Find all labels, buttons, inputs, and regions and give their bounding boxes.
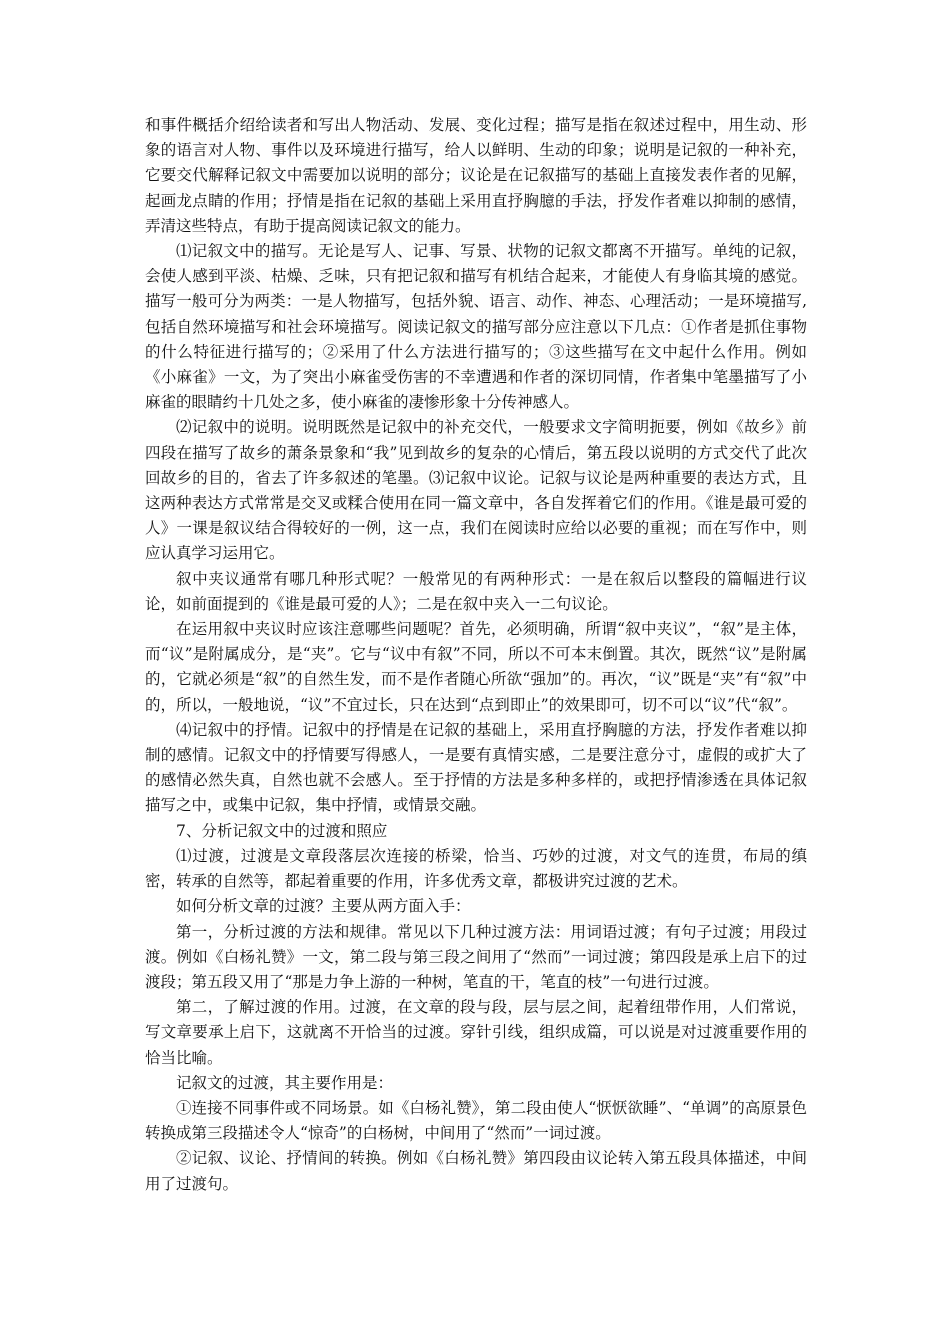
paragraph-transition-question: 如何分析文章的过渡？主要从两方面入手： — [176, 897, 471, 916]
section-heading-transition: 7、分析记叙文中的过渡和照应 — [176, 821, 388, 840]
paragraph-transition-intro: ⑴过渡，过渡是文章段落层次连接的桥梁，恰当、巧妙的过渡，对文气的连贯，布局的缜密，转承的自然等，都起着重要的作用，许多优秀文章，都极讲究过渡的艺术。 — [145, 846, 807, 891]
paragraph-transition-main-roles: 记叙文的过渡，其主要作用是： — [176, 1073, 394, 1092]
paragraph-transition-methods: 第一，分析过渡的方法和规律。常见以下几种过渡方法：用词语过渡；有句子过渡；用段过渡。例如《白杨礼赞》一文，第二段与第三段之间用了“然而”一词过渡；第四段是承上启下的过渡段；第五段又用了“那是力争上游的一种树，笔直的干，笔直的枝”一句进行过渡。 — [145, 922, 807, 991]
paragraph-lyricism: ⑷记叙中的抒情。记叙中的抒情是在记叙的基础上，采用直抒胸臆的方法，抒发作者难以抑制的感情。记叙文中的抒情要写得感人，一是要有真情实感，二是要注意分寸，虚假的或扩大了的感情必然失真，自然也就不会感人。至于抒情的方法是多种多样的，或把抒情渗透在具体记叙描写之中，或集中记叙，集中抒情，或情景交融。 — [145, 720, 807, 815]
paragraph-description: ⑴记叙文中的描写。无论是写人、记事、写景、状物的记叙文都离不开描写。单纯的记叙，会使人感到平淡、枯燥、乏味，只有把记叙和描写有机结合起来，才能使人有身临其境的感觉。描写一般可分为两类：一是人物描写，包括外貌、语言、动作、神态、心理活动；一是环境描写,包括自然环境描写和社会环境描写。阅读记叙文的描写部分应注意以下几点：①作者是抓住事物的什么特征进行描写的；②采用了什么方法进行描写的；③这些描写在文中起什么作用。例如《小麻雀》一文，为了突出小麻雀受伤害的不幸遭遇和作者的深切同情，作者集中笔墨描写了小麻雀的眼睛约十几处之多，使小麻雀的凄惨形象十分传神感人。 — [145, 242, 807, 412]
paragraph-role-connect-scenes: ①连接不同事件或不同场景。如《白杨礼赞》，第二段由使人“恹恹欲睡”、“单调”的高原景色转换成第三段描述令人“惊奇”的白杨树，中间用了“然而”一词过渡。 — [145, 1098, 807, 1143]
paragraph-transition-function: 第二，了解过渡的作用。过渡，在文章的段与段，层与层之间，起着纽带作用，人们常说，写文章要承上启下，这就离不开恰当的过渡。穿针引线，组织成篇，可以说是对过渡重要作用的恰当比喻。 — [145, 998, 807, 1067]
paragraph-explanation-and-argument: ⑵记叙中的说明。说明既然是记叙中的补充交代，一般要求文字简明扼要，例如《故乡》前四段在描写了故乡的萧条景象和“我”见到故乡的复杂的心情后，第五段以说明的方式交代了此次回故乡的目的，省去了许多叙述的笔墨。⑶记叙中议论。记叙与议论是两种重要的表达方式，且这两种表达方式常常是交叉或糅合使用在同一篇文章中，各自发挥着它们的作用。《谁是最可爱的人》一课是叙议结合得较好的一例，这一点，我们在阅读时应给以必要的重视；而在写作中，则应认真学习运用它。 — [145, 418, 807, 563]
document-body — [145, 113, 807, 1197]
paragraph-expression-overview: 和事件概括介绍给读者和写出人物活动、发展、变化过程；描写是指在叙述过程中，用生动、形象的语言对人物、事件以及环境进行描写，给人以鲜明、生动的印象；说明是记叙的一种补充，它要交代解释记叙文中需要加以说明的部分；议论是在记叙描写的基础上直接发表作者的见解，起画龙点睛的作用；抒情是指在记叙的基础上采用直抒胸臆的手法，抒发作者难以抑制的感情，弄清这些特点，有助于提高阅读记叙文的能力。 — [145, 116, 807, 235]
paragraph-role-mode-switch: ②记叙、议论、抒情间的转换。例如《白杨礼赞》第四段由议论转入第五段具体描述，中间用了过渡句。 — [145, 1149, 807, 1193]
paragraph-argument-cautions: 在运用叙中夹议时应该注意哪些问题呢？首先，必须明确，所谓“叙中夹议”，“叙”是主体，而“议”是附属成分，是“夹”。它与“议中有叙”不同，所以不可本末倒置。其次，既然“议”是附属的，它就必须是“叙”的自然生发，而不是作者随心所欲“强加”的。再次，“议”既是“夹”有“叙”中的，所以，一般地说，“议”不宜过长，只在达到“点到即止”的效果即可，切不可以“议”代“叙”。 — [145, 620, 807, 714]
paragraph-argument-forms: 叙中夹议通常有哪几种形式呢？一般常见的有两种形式：一是在叙后以整段的篇幅进行议论，如前面提到的《谁是最可爱的人》；二是在叙中夹入一二句议论。 — [145, 569, 807, 613]
